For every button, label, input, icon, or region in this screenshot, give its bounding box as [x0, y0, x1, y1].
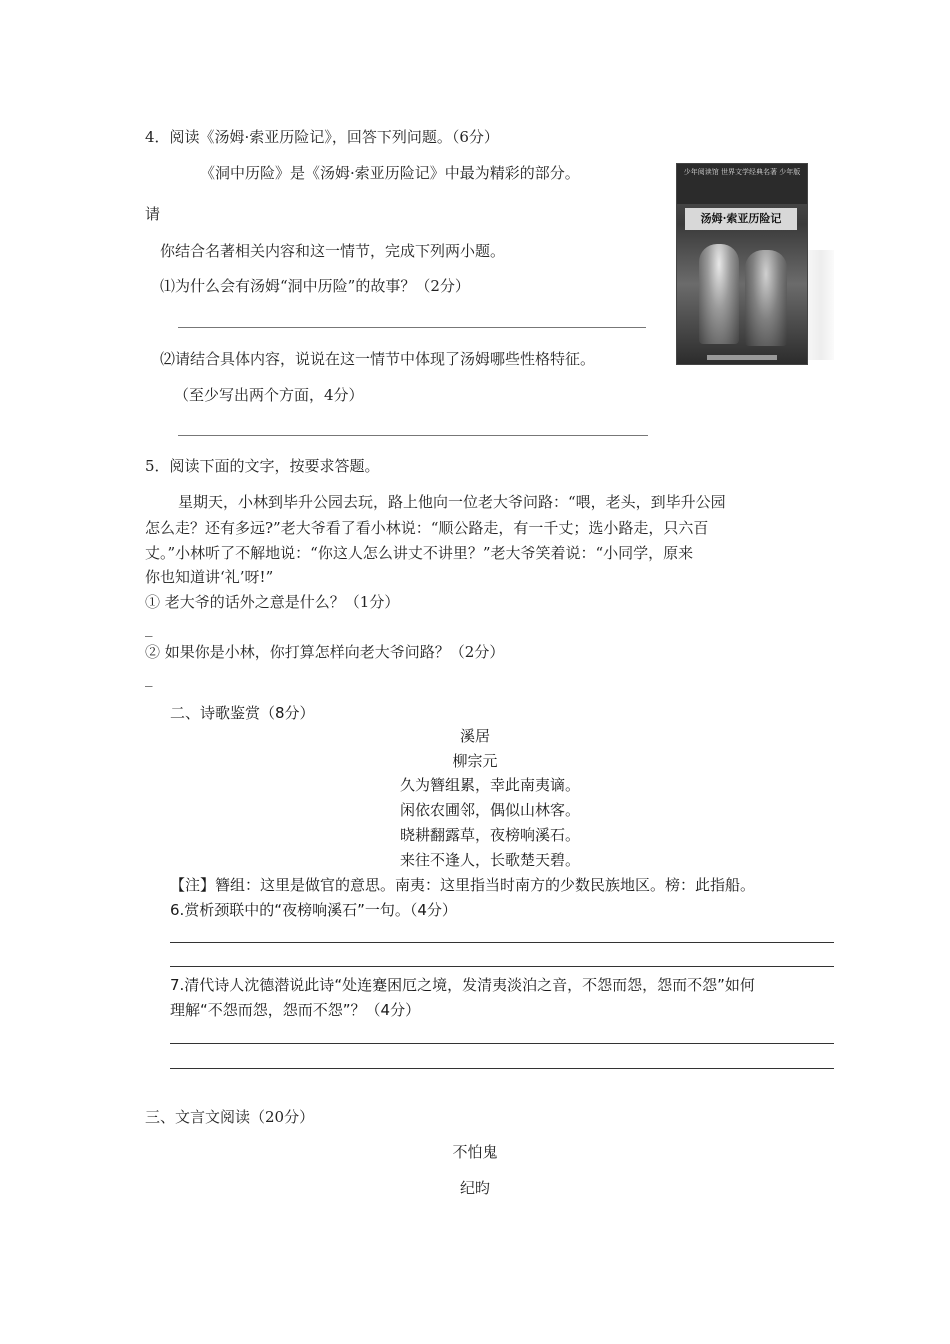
section3-author: 纪昀: [459, 1179, 490, 1197]
q7-answer-line-1[interactable]: [170, 1043, 834, 1044]
section2-heading: 二、诗歌鉴赏（8分）: [170, 704, 315, 722]
q4-sub1: ⑴为什么会有汤姆“洞中历险”的故事？（2分）: [160, 277, 470, 295]
q4-intro-line1: 《洞中历险》是《汤姆·索亚历险记》中最为精彩的部分。: [200, 164, 580, 182]
q4-sub2-line1: ⑵请结合具体内容，说说在这一情节中体现了汤姆哪些性格特征。: [160, 350, 596, 368]
q7-answer-line-2[interactable]: [170, 1068, 834, 1069]
scan-smudge: [808, 250, 834, 360]
poem-title: 溪居: [459, 727, 490, 745]
q4-intro-line2: 请: [145, 205, 161, 223]
q4-answer-line-2[interactable]: [178, 435, 648, 436]
q5-passage-line4: 你也知道讲‘礼’呀!”: [145, 568, 274, 586]
poem-note: 【注】簪组：这里是做官的意思。南夷：这里指当时南方的少数民族地区。榜：此指船。: [170, 876, 756, 894]
q5-sub1: ① 老大爷的话外之意是什么？（1分）: [145, 593, 400, 611]
section3-title: 不怕鬼: [452, 1143, 498, 1161]
section3-heading: 三、文言文阅读（20分）: [145, 1108, 315, 1126]
q6-answer-line-2[interactable]: [170, 966, 834, 967]
q7-line1: 7.清代诗人沈德潜说此诗“处连蹇困厄之境，发清夷淡泊之音，不怨而怨，怨而不怨”如何: [170, 976, 755, 994]
q4-intro-line3: 你结合名著相关内容和这一情节，完成下列两小题。: [160, 242, 506, 260]
poem-line-2: 闲依农圃邻，偶似山林客。: [400, 801, 581, 819]
q5-sub1-blank[interactable]: _: [145, 619, 153, 637]
poem-line-3: 晓耕翻露草，夜榜响溪石。: [400, 826, 581, 844]
q5-passage-line2: 怎么走？还有多远?”老大爷看了看小林说：“顺公路走，有一千丈；选小路走，只六百: [145, 519, 709, 537]
q6-text: 6.赏析颈联中的“夜榜响溪石”一句。（4分）: [170, 901, 457, 919]
q5-passage-line3: 丈。”小林听了不解地说：“你这人怎么讲丈不讲里？”老大爷笑着说：“小同学，原来: [145, 544, 694, 562]
q5-sub2-blank[interactable]: _: [145, 669, 153, 687]
q5-passage-line1: 星期天，小林到毕升公园去玩，路上他向一位老大爷问路：“喂，老头，到毕升公园: [178, 493, 726, 511]
q4-heading: 4．阅读《汤姆·索亚历险记》，回答下列问题。（6分）: [145, 128, 499, 146]
cover-publisher-mark: [707, 355, 777, 360]
cover-figure-girl: [745, 250, 787, 346]
q4-answer-line-1[interactable]: [178, 327, 646, 328]
q4-sub2-line2: （至少写出两个方面，4分）: [174, 386, 364, 404]
book-cover-title: 汤姆·索亚历险记: [685, 208, 797, 230]
book-cover-image: [676, 163, 808, 365]
q7-line2: 理解“不怨而怨，怨而不怨”？（4分）: [170, 1001, 421, 1019]
book-cover-series: 少年阅读馆 世界文学经典名著 少年版: [677, 164, 807, 204]
poem-author: 柳宗元: [452, 752, 498, 770]
poem-line-4: 来往不逢人，长歌楚天碧。: [400, 851, 581, 869]
q6-answer-line-1[interactable]: [170, 942, 834, 943]
q5-heading: 5．阅读下面的文字，按要求答题。: [145, 457, 380, 475]
cover-figure-boy: [699, 244, 739, 344]
poem-line-1: 久为簪组累，幸此南夷谪。: [400, 776, 581, 794]
q5-sub2: ② 如果你是小林，你打算怎样向老大爷问路？（2分）: [145, 643, 505, 661]
